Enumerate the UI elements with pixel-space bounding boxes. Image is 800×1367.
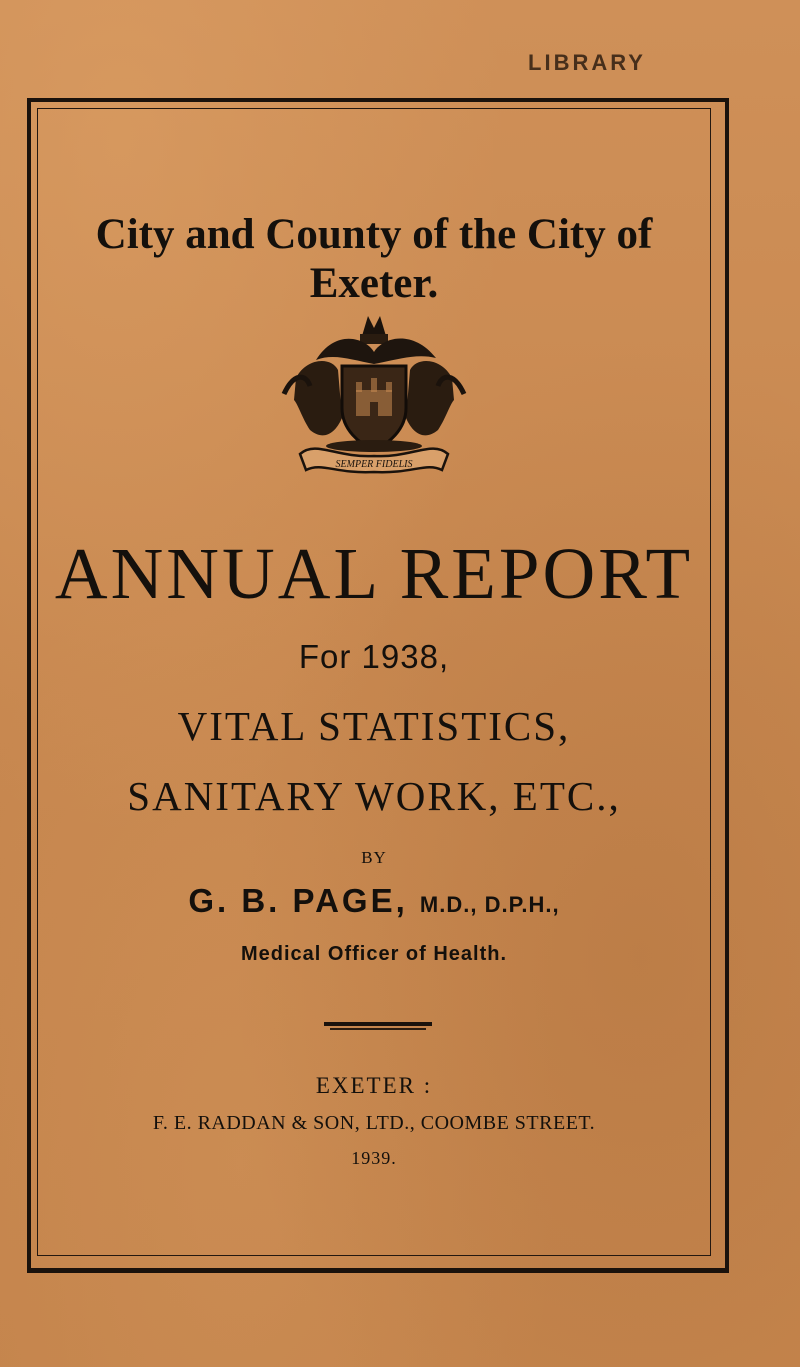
author-degrees: M.D., D.P.H., <box>419 892 560 917</box>
divider-rule <box>324 1022 432 1026</box>
report-year: For 1938, <box>298 638 450 675</box>
exeter-coat-of-arms-icon <box>276 308 472 490</box>
by-label: BY <box>361 848 387 867</box>
imprint-year: 1939. <box>351 1148 397 1168</box>
subject-line-2: SANITARY WORK, ETC., <box>127 773 621 819</box>
report-heading: ANNUAL REPORT <box>54 533 694 614</box>
author-name: G. B. PAGE, <box>188 882 408 919</box>
imprint-place: EXETER : <box>315 1073 433 1098</box>
author-role: Medical Officer of Health. <box>240 943 508 965</box>
divider-rule-thin <box>330 1028 426 1030</box>
author-line <box>40 882 708 920</box>
subject-line-1: VITAL STATISTICS, <box>177 703 571 749</box>
crest-motto: SEMPER FIDELIS <box>335 459 413 470</box>
imprint-printer: F. E. RADDAN & SON, LTD., COOMBE STREET. <box>152 1112 596 1134</box>
library-stamp: LIBRARY <box>528 50 646 75</box>
document-title: City and County of the City of Exeter. <box>95 211 653 307</box>
